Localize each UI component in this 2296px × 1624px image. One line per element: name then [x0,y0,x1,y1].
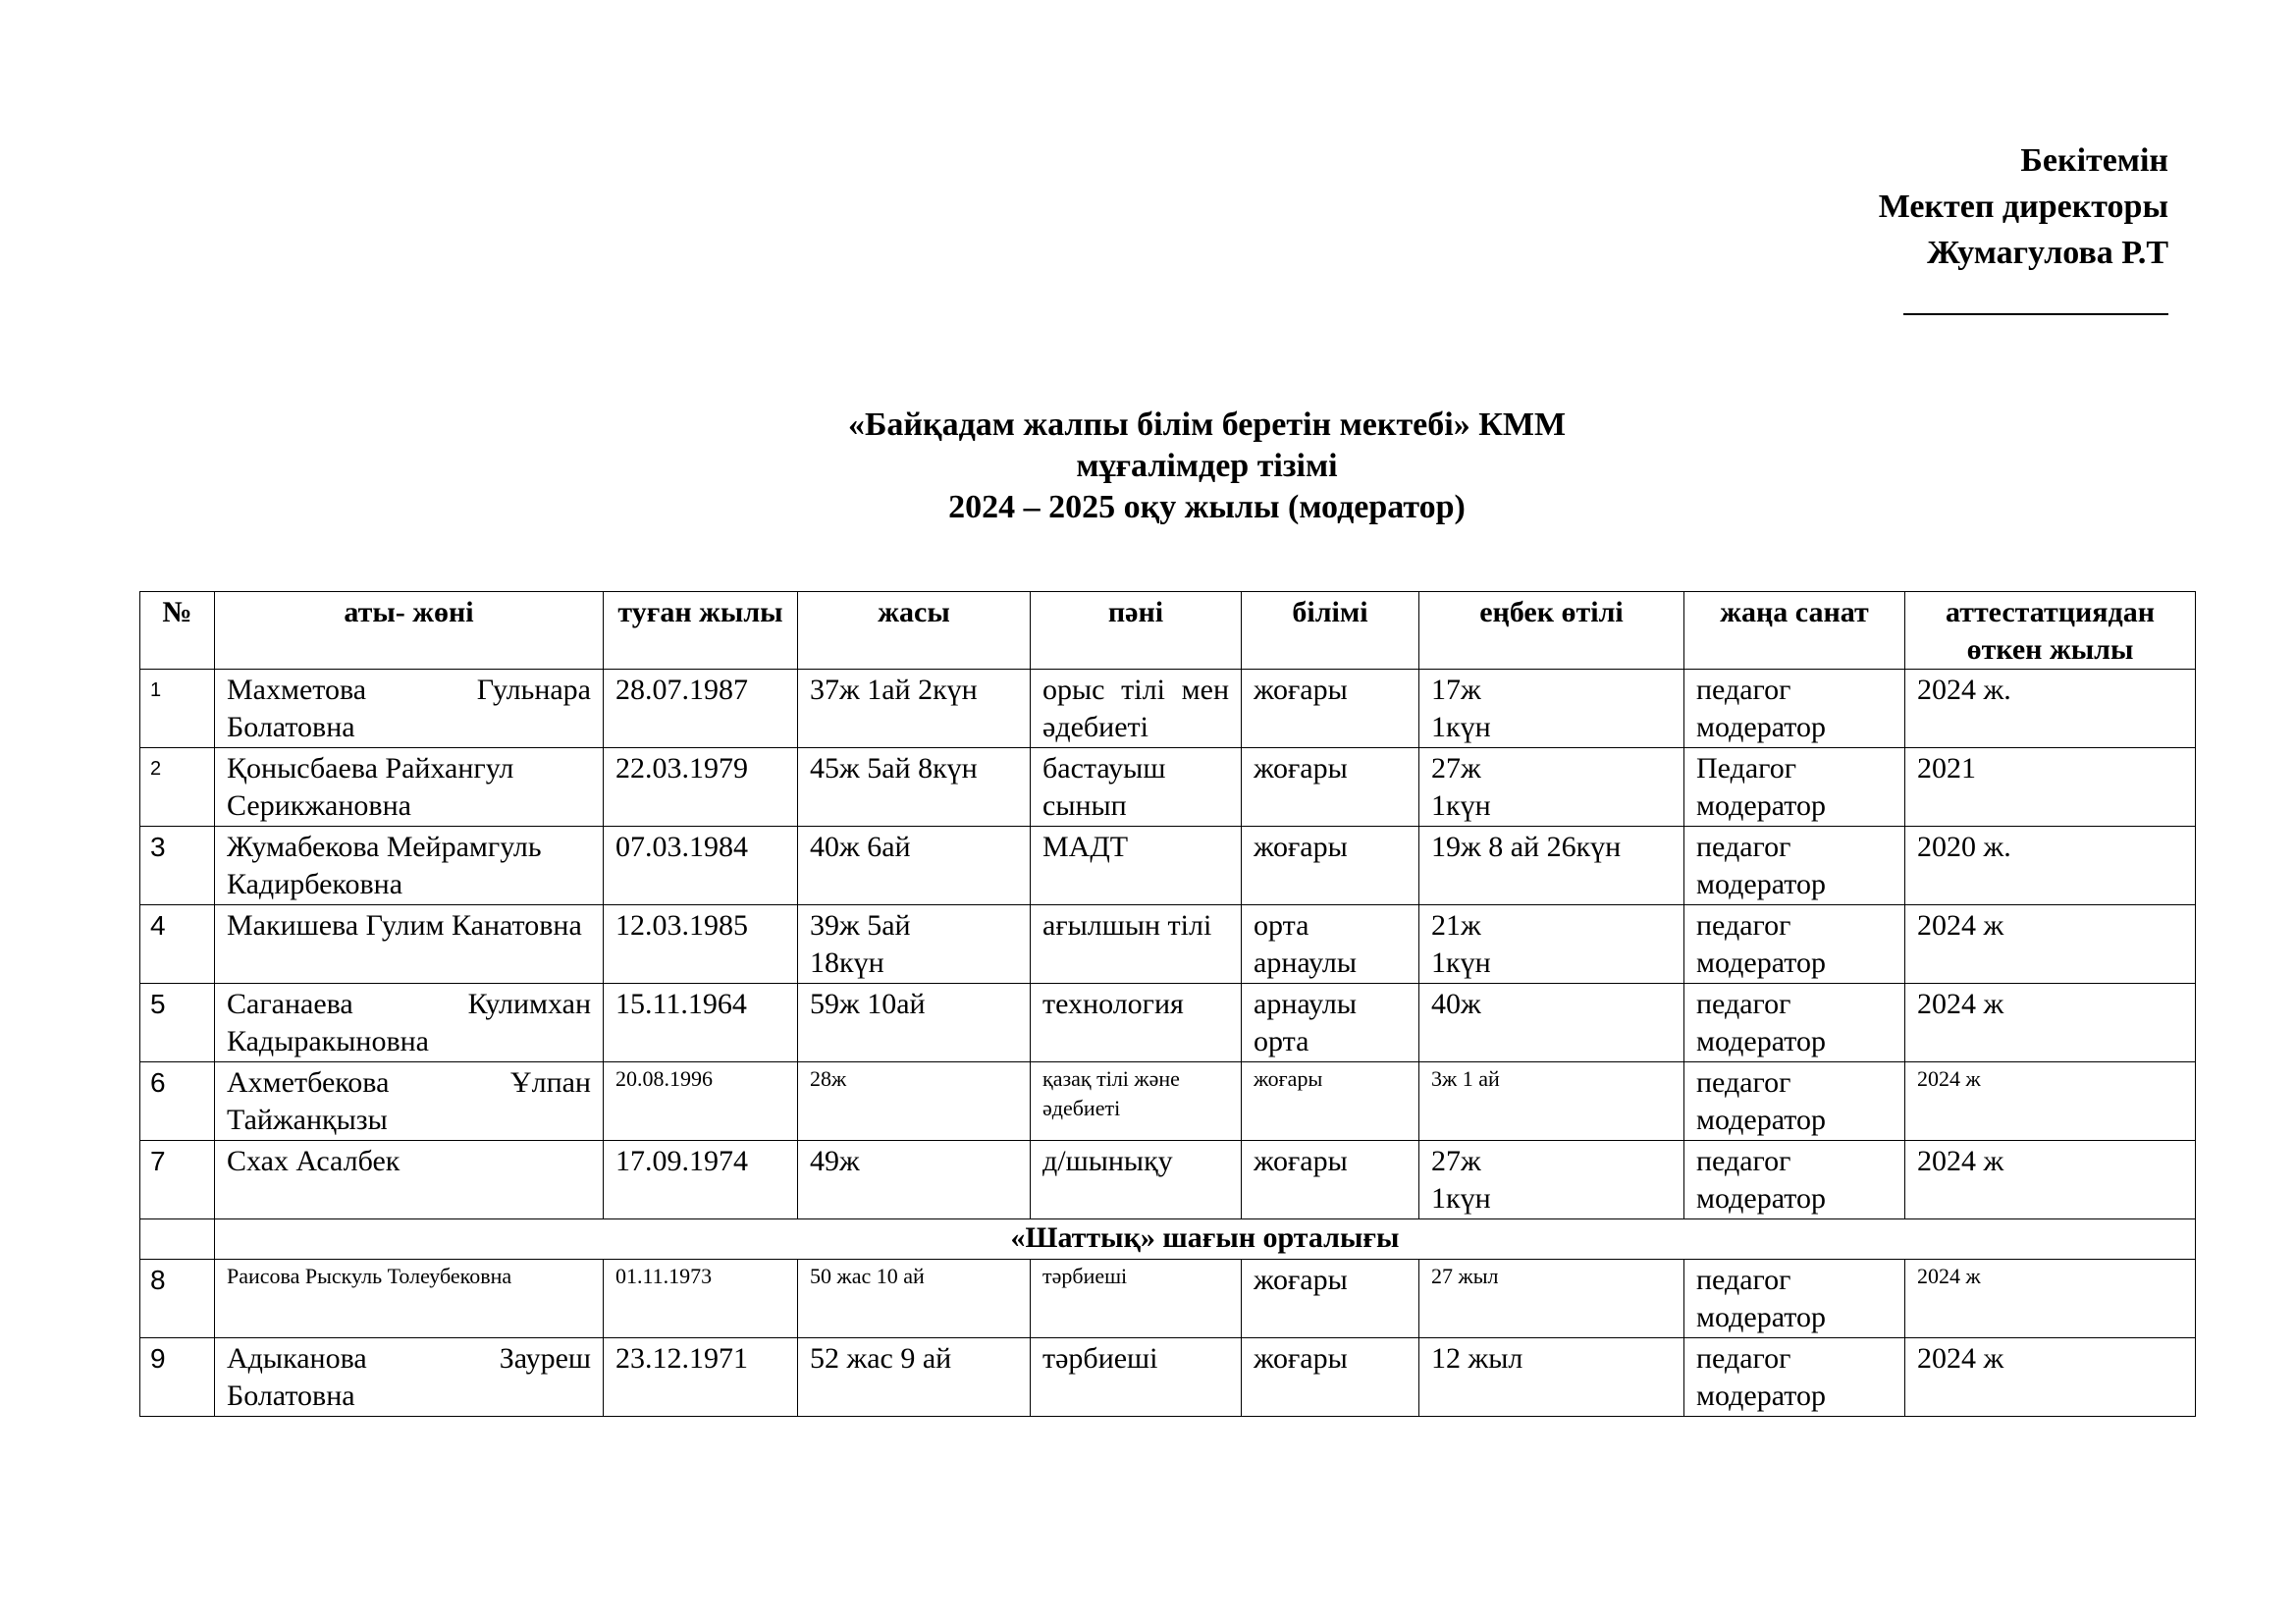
row-experience: 12 жыл [1419,1338,1684,1417]
row-subject: ағылшын тілі [1031,905,1242,984]
approval-line-1: Бекітемін [2020,142,2168,179]
row-category: педагог модератор [1684,1141,1905,1219]
row-name: Қонысбаева Райхангул Серикжановна [215,748,604,827]
row-name: Раисова Рыскуль Толеубековна [215,1260,604,1338]
row-subject: МАДТ [1031,827,1242,905]
row-subject: тәрбиеші [1031,1338,1242,1417]
header-num: № [140,592,215,670]
row-experience: 17ж 1күн [1419,670,1684,748]
row-age: 52 жас 9 ай [798,1338,1031,1417]
row-num: 9 [140,1338,215,1417]
row-age: 50 жас 10 ай [798,1260,1031,1338]
header-attestation: аттестатциядан өткен жылы [1905,592,2196,670]
row-subject: қазақ тілі және әдебиеті [1031,1062,1242,1141]
row-attestation: 2024 ж [1905,984,2196,1062]
header-age: жасы [798,592,1031,670]
row-subject: тәрбиеші [1031,1260,1242,1338]
row-num: 4 [140,905,215,984]
row-education: арнаулы орта [1242,984,1419,1062]
row-birth: 20.08.1996 [604,1062,798,1141]
row-subject: орыс тілі мен әдебиеті [1031,670,1242,748]
table-row [140,1062,2196,1141]
row-age: 39ж 5ай 18күн [798,905,1031,984]
row-category: педагог модератор [1684,984,1905,1062]
row-experience: 27 жыл [1419,1260,1684,1338]
row-name: Макишева Гулим Канатовна [215,905,604,984]
row-attestation: 2024 ж [1905,1260,2196,1338]
header-subject: пәні [1031,592,1242,670]
row-birth: 22.03.1979 [604,748,798,827]
row-category: педагог модератор [1684,1260,1905,1338]
row-birth: 28.07.1987 [604,670,798,748]
row-education: жоғары [1242,827,1419,905]
row-age: 40ж 6ай [798,827,1031,905]
header-category: жаңа санат [1684,592,1905,670]
document-title [0,405,2296,528]
row-age: 59ж 10ай [798,984,1031,1062]
row-birth: 01.11.1973 [604,1260,798,1338]
row-birth: 23.12.1971 [604,1338,798,1417]
row-age: 37ж 1ай 2күн [798,670,1031,748]
row-subject: д/шынықу [1031,1141,1242,1219]
row-name: Саганаева Кулимхан Кадыракыновна [215,984,604,1062]
row-birth: 15.11.1964 [604,984,798,1062]
row-birth: 17.09.1974 [604,1141,798,1219]
row-experience: 3ж 1 ай [1419,1062,1684,1141]
row-num: 2 [140,748,215,827]
row-category: педагог модератор [1684,1338,1905,1417]
row-num: 3 [140,827,215,905]
row-attestation: 2021 [1905,748,2196,827]
row-education: жоғары [1242,748,1419,827]
row-education: жоғары [1242,1141,1419,1219]
approval-line-3: Жумагулова Р.Т [1927,235,2168,271]
row-age: 28ж [798,1062,1031,1141]
row-attestation: 2024 ж [1905,1062,2196,1141]
section-header-row [140,1219,2196,1260]
row-attestation: 2024 ж [1905,1141,2196,1219]
table-row [140,1338,2196,1417]
row-education: орта арнаулы [1242,905,1419,984]
row-attestation: 2024 ж [1905,905,2196,984]
table-row [140,748,2196,827]
table-row [140,905,2196,984]
header-birth: туған жылы [604,592,798,670]
row-num: 7 [140,1141,215,1219]
row-education: жоғары [1242,1260,1419,1338]
row-subject: технология [1031,984,1242,1062]
table-header-row [140,592,2196,670]
row-category: педагог модератор [1684,1062,1905,1141]
row-experience: 27ж 1күн [1419,1141,1684,1219]
header-experience: еңбек өтілі [1419,592,1684,670]
row-category: педагог модератор [1684,670,1905,748]
row-name: Жумабекова Мейрамгуль Кадирбековна [215,827,604,905]
section-label: «Шаттық» шағын орталығы [215,1219,2196,1260]
row-education: жоғары [1242,1338,1419,1417]
row-experience: 27ж 1күн [1419,748,1684,827]
row-attestation: 2020 ж. [1905,827,2196,905]
row-num: 5 [140,984,215,1062]
table-row [140,827,2196,905]
row-birth: 07.03.1984 [604,827,798,905]
row-subject: бастауыш сынып [1031,748,1242,827]
header-education: білімі [1242,592,1419,670]
row-education: жоғары [1242,670,1419,748]
row-category: Педагог модератор [1684,748,1905,827]
header-name: аты- жөні [215,592,604,670]
row-age: 45ж 5ай 8күн [798,748,1031,827]
signature-line [1879,276,2168,322]
row-birth: 12.03.1985 [604,905,798,984]
row-num: 1 [140,670,215,748]
row-category: педагог модератор [1684,905,1905,984]
approval-block [1879,137,2168,322]
title-line-1: «Байқадам жалпы білім беретін мектебі» КММ [847,406,1567,443]
title-line-2: мұғалімдер тізімі [1076,448,1338,484]
table-row [140,1260,2196,1338]
teachers-table [139,591,2196,1417]
title-line-3: 2024 – 2025 оқу жылы (модератор) [948,489,1466,525]
row-name: Ахметбекова Ұлпан Тайжанқызы [215,1062,604,1141]
row-num: 6 [140,1062,215,1141]
row-attestation: 2024 ж [1905,1338,2196,1417]
row-age: 49ж [798,1141,1031,1219]
row-attestation: 2024 ж. [1905,670,2196,748]
table-row [140,670,2196,748]
row-experience: 19ж 8 ай 26күн [1419,827,1684,905]
approval-line-2: Мектеп директоры [1878,189,2168,225]
row-name: Махметова Гульнара Болатовна [215,670,604,748]
row-name: Схах Асалбек [215,1141,604,1219]
row-experience: 40ж [1419,984,1684,1062]
section-empty-cell [140,1219,215,1260]
row-education: жоғары [1242,1062,1419,1141]
row-name: Адыканова Зауреш Болатовна [215,1338,604,1417]
row-experience: 21ж 1күн [1419,905,1684,984]
table-row [140,1141,2196,1219]
row-num: 8 [140,1260,215,1338]
row-category: педагог модератор [1684,827,1905,905]
table-row [140,984,2196,1062]
